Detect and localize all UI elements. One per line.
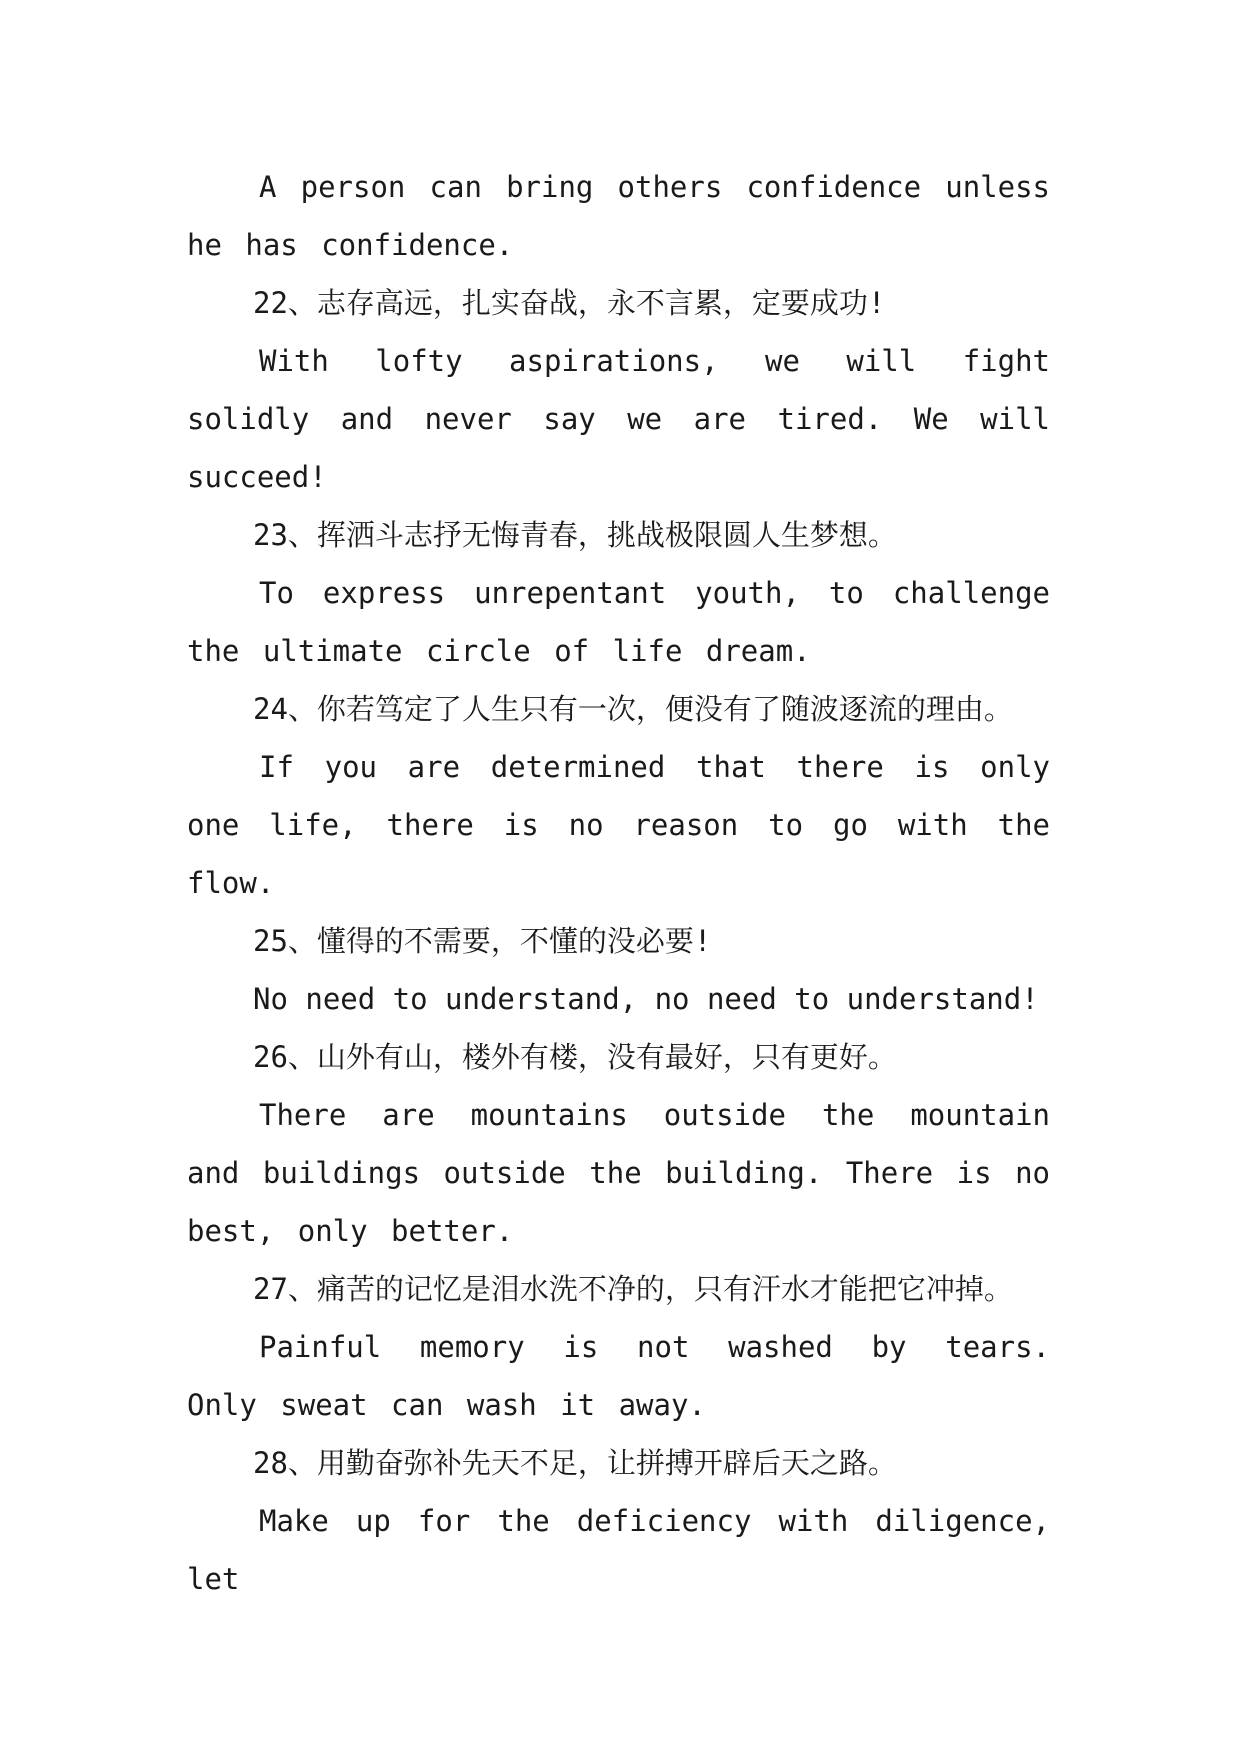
paragraph-zh: 22、志存高远，扎实奋战，永不言累，定要成功! [253, 286, 886, 320]
paragraph-en: There are mountains outside the mountain and buildings outside the building. There is no best, only better. [187, 1098, 1050, 1248]
paragraph-zh: 28、用勤奋弥补先天不足，让拼搏开辟后天之路。 [253, 1446, 897, 1480]
paragraph-en: Make up for the deficiency with diligence, let [187, 1504, 1050, 1596]
document-body [187, 158, 1050, 1608]
paragraph-en: A person can bring others confidence unless he has confidence. [187, 170, 1050, 262]
paragraph-zh: 27、痛苦的记忆是泪水洗不净的，只有汗水才能把它冲掉。 [253, 1272, 1013, 1306]
paragraph-en: To express unrepentant youth, to challenge the ultimate circle of life dream. [187, 576, 1050, 668]
paragraph-zh: 23、挥洒斗志抒无悔青春，挑战极限圆人生梦想。 [253, 518, 897, 552]
paragraph-zh: 25、懂得的不需要，不懂的没必要! [253, 924, 712, 958]
paragraph-en: No need to understand, no need to understand! [253, 982, 1039, 1016]
paragraph-en: Painful memory is not washed by tears. Only sweat can wash it away. [187, 1330, 1050, 1422]
paragraph-zh: 24、你若笃定了人生只有一次，便没有了随波逐流的理由。 [253, 692, 1013, 726]
paragraph-en: With lofty aspirations, we will fight solidly and never say we are tired. We will succeed! [187, 344, 1050, 494]
paragraph-zh: 26、山外有山，楼外有楼，没有最好，只有更好。 [253, 1040, 897, 1074]
paragraph-en: If you are determined that there is only one life, there is no reason to go with the flow. [187, 750, 1050, 900]
